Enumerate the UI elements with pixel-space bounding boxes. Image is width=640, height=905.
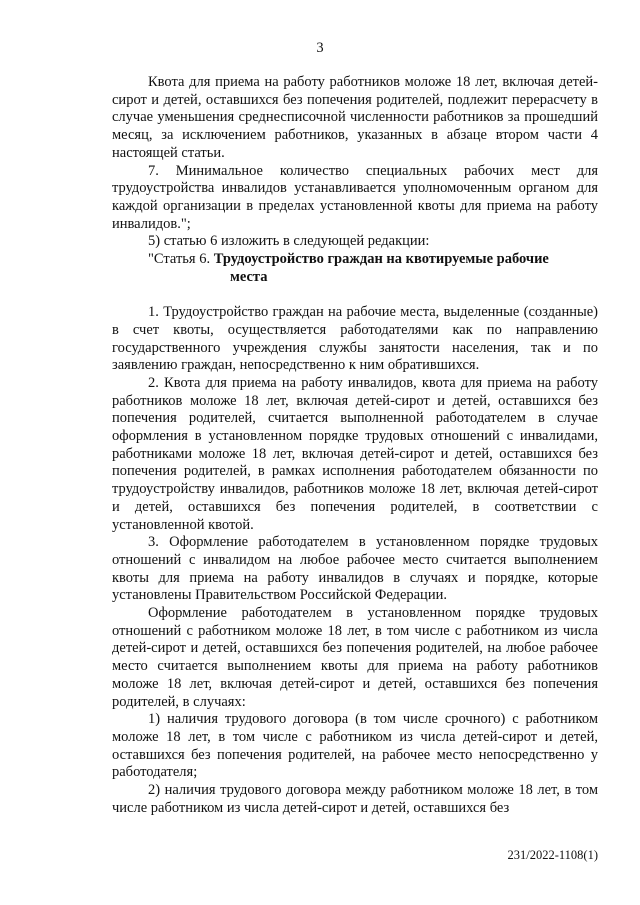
- document-body: [112, 74, 598, 818]
- paragraph: 3. Оформление работодателем в установленном порядке трудовых отношений с инвалидом на любое рабочее место считается выполнением квоты для приема на работу инвалидов в случаях и порядке, которые установлены Правительством Российской Федерации.: [112, 534, 598, 604]
- paragraph: 2) наличия трудового договора между работником моложе 18 лет, в том числе работником из числа детей-сирот и детей, оставшихся без: [112, 782, 598, 816]
- paragraph: Квота для приема на работу работников моложе 18 лет, включая детей-сирот и детей, оставшихся без попечения родителей, подлежит перерасчету в случае уменьшения среднесписочной численности работников за прошедший месяц, за исключением работников, указанных в абзаце втором части 4 настоящей статьи.: [112, 74, 598, 161]
- article-heading: [112, 251, 598, 286]
- article-title-line2: места: [230, 268, 268, 285]
- footer-document-code: 231/2022-1108(1): [507, 848, 598, 862]
- paragraph: 2. Квота для приема на работу инвалидов, квота для приема на работу работников моложе 18 лет, включая детей-сирот и детей, оставшихся без попечения родителей, считается выполненной работодателем в случае оформления в установленном порядке трудовых отношений с инвалидами, работниками моложе 18 лет, включая детей-сирот и детей, оставшихся без попечения родителей, в рамках исполнения работодателем обязанности по трудоустройству инвалидов, работников моложе 18 лет, включая детей-сирот и детей, оставшихся без попечения родителей, в соответствии с установленной квотой.: [112, 374, 598, 533]
- paragraph: 7. Минимальное количество специальных рабочих мест для трудоустройства инвалидов устанавливается уполномоченным органом для каждой организации в пределах установленной квоты для приема на работу инвалидов.";: [112, 162, 598, 232]
- paragraph: Оформление работодателем в установленном порядке трудовых отношений с работником моложе 18 лет, в том числе с работником из числа детей-сирот и детей, оставшихся без попечения родителей, на любое рабочее место считается выполнением квоты для приема на работу работников моложе 18 лет, включая детей-сирот и детей, оставшихся без попечения родителей, в случаях:: [112, 605, 598, 710]
- article-prefix: "Статья 6.: [148, 251, 211, 268]
- paragraph: 5) статью 6 изложить в следующей редакции:: [148, 233, 430, 250]
- spacer: [112, 286, 598, 304]
- article-title-line1: Трудоустройство граждан на квотируемые рабочие: [213, 251, 549, 268]
- paragraph: 1) наличия трудового договора (в том числе срочного) с работником моложе 18 лет, в том числе с работником из числа детей-сирот и детей, оставшихся без попечения родителей, на рабочее место непосредственно у работодателя;: [112, 711, 598, 781]
- page-number: 3: [316, 40, 324, 56]
- paragraph: 1. Трудоустройство граждан на рабочие места, выделенные (созданные) в счет квоты, осуществляется работодателями как по направлению государственного учреждения службы занятости населения, так и по заявлению граждан, непосредственно к ним обратившихся.: [112, 304, 598, 374]
